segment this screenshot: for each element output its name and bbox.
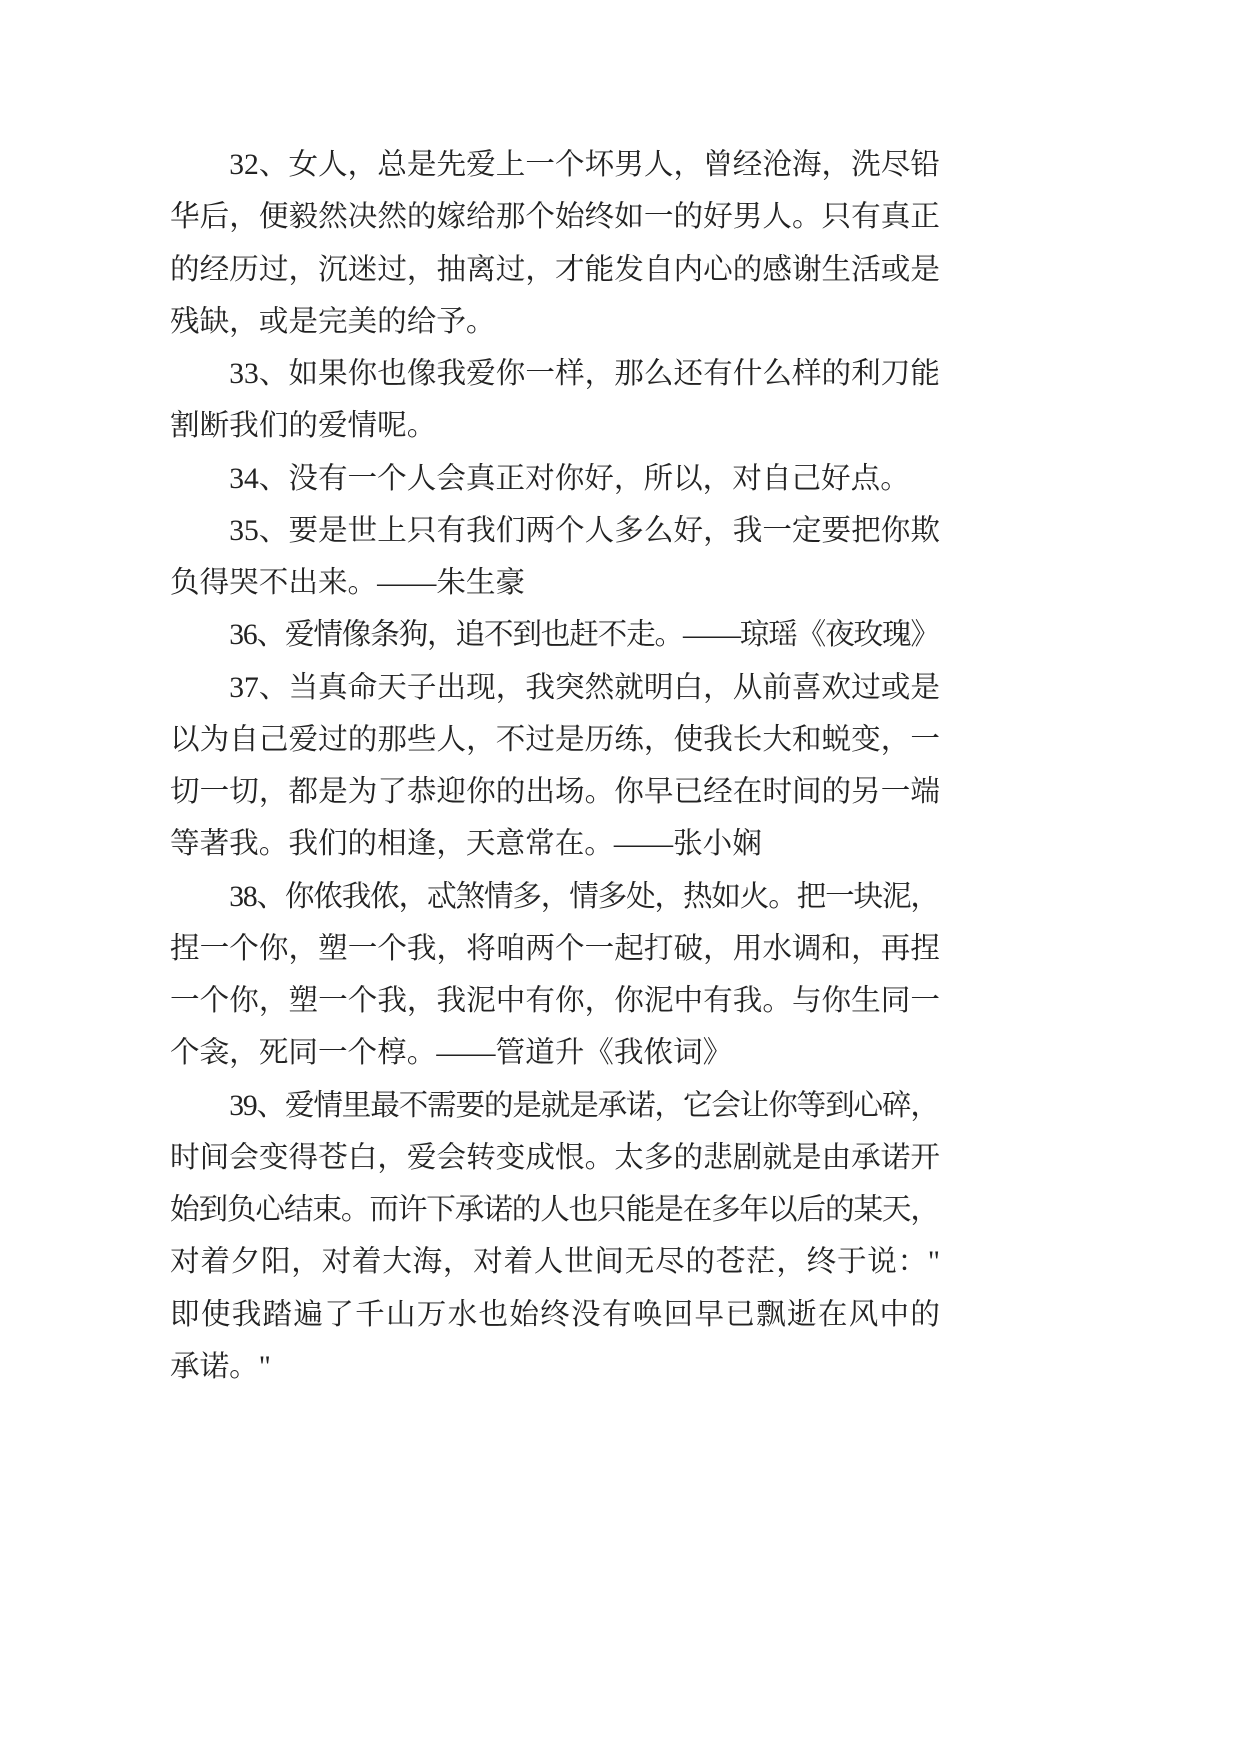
text-line-content: 33、如果你也像我爱你一样，那么还有什么样的利刀能 <box>229 358 941 390</box>
text-line <box>170 766 940 818</box>
text-line <box>170 453 940 505</box>
text-line-content: 34、没有一个人会真正对你好，所以，对自己好点。 <box>229 462 910 495</box>
text-line <box>170 975 940 1027</box>
text-line <box>170 296 940 348</box>
text-line <box>170 871 940 923</box>
text-line-content: 一个你，塑一个我，我泥中有你，你泥中有我。与你生同一 <box>170 985 941 1017</box>
text-line <box>170 1184 940 1236</box>
text-line-content: 华后，便毅然决然的嫁给那个始终如一的好男人。只有真正 <box>170 201 941 234</box>
text-line-content: 承诺。" <box>170 1350 271 1383</box>
paragraph-33 <box>170 348 940 453</box>
text-line-content: 时间会变得苍白，爱会转变成恨。太多的悲剧就是由承诺开 <box>170 1141 941 1174</box>
text-line <box>170 139 940 191</box>
text-line-content: 始到负心结束。而许下承诺的人也只能是在多年以后的某天， <box>170 1194 939 1226</box>
text-line-content: 38、你侬我侬，忒煞情多，情多处，热如火。把一块泥， <box>229 880 939 913</box>
text-line <box>170 1132 940 1184</box>
text-line <box>170 1341 940 1393</box>
text-line <box>170 348 940 400</box>
text-line <box>170 1027 940 1079</box>
text-line-content: 负得哭不出来。——朱生豪 <box>170 567 526 599</box>
text-line <box>170 609 940 661</box>
text-line-content: 37、当真命天子出现，我突然就明白，从前喜欢过或是 <box>229 671 941 704</box>
text-line-content: 以为自己爱过的那些人，不过是历练，使我长大和蜕变，一 <box>170 723 941 756</box>
text-line-content: 等著我。我们的相逢，天意常在。——张小娴 <box>170 828 762 861</box>
text-line-content: 捏一个你，塑一个我，将咱两个一起打破，用水调和，再捏 <box>170 932 941 965</box>
text-line <box>170 1289 940 1341</box>
paragraph-39 <box>170 1080 940 1394</box>
text-line <box>170 557 940 609</box>
text-line <box>170 191 940 243</box>
text-line <box>170 505 940 557</box>
text-line-content: 的经历过，沉迷过，抽离过，才能发自内心的感谢生活或是 <box>170 253 941 286</box>
paragraph-32 <box>170 139 940 348</box>
text-line-content: 35、要是世上只有我们两个人多么好，我一定要把你欺 <box>229 514 941 547</box>
text-line <box>170 662 940 714</box>
text-line-content: 切一切，都是为了恭迎你的出场。你早已经在时间的另一端 <box>170 776 941 808</box>
paragraph-37 <box>170 662 940 871</box>
text-line <box>170 818 940 870</box>
text-line <box>170 1236 940 1288</box>
text-line-content: 残缺，或是完美的给予。 <box>170 305 496 338</box>
text-line-content: 即使我踏遍了千山万水也始终没有唤回早已飘逝在风中的 <box>170 1298 942 1331</box>
text-line-content: 39、爱情里最不需要的是就是承诺，它会让你等到心碎， <box>229 1089 939 1122</box>
text-line-content: 对着夕阳，对着大海，对着人世间无尽的苍茫，终于说：" <box>170 1246 941 1279</box>
paragraph-34 <box>170 453 940 505</box>
text-line <box>170 244 940 296</box>
text-line <box>170 400 940 452</box>
text-line <box>170 1080 940 1132</box>
text-line <box>170 923 940 975</box>
text-line-content: 36、爱情像条狗，追不到也赶不走。——琼瑶《夜玫瑰》 <box>229 619 939 652</box>
document-body <box>170 139 940 1393</box>
paragraph-38 <box>170 871 940 1080</box>
text-line-content: 个衾，死同一个椁。——管道升《我侬词》 <box>170 1037 733 1070</box>
paragraph-36 <box>170 609 940 661</box>
text-line <box>170 714 940 766</box>
text-line-content: 割断我们的爱情呢。 <box>170 410 437 443</box>
paragraph-35 <box>170 505 940 610</box>
text-line-content: 32、女人，总是先爱上一个坏男人，曾经沧海，洗尽铅 <box>229 149 941 181</box>
